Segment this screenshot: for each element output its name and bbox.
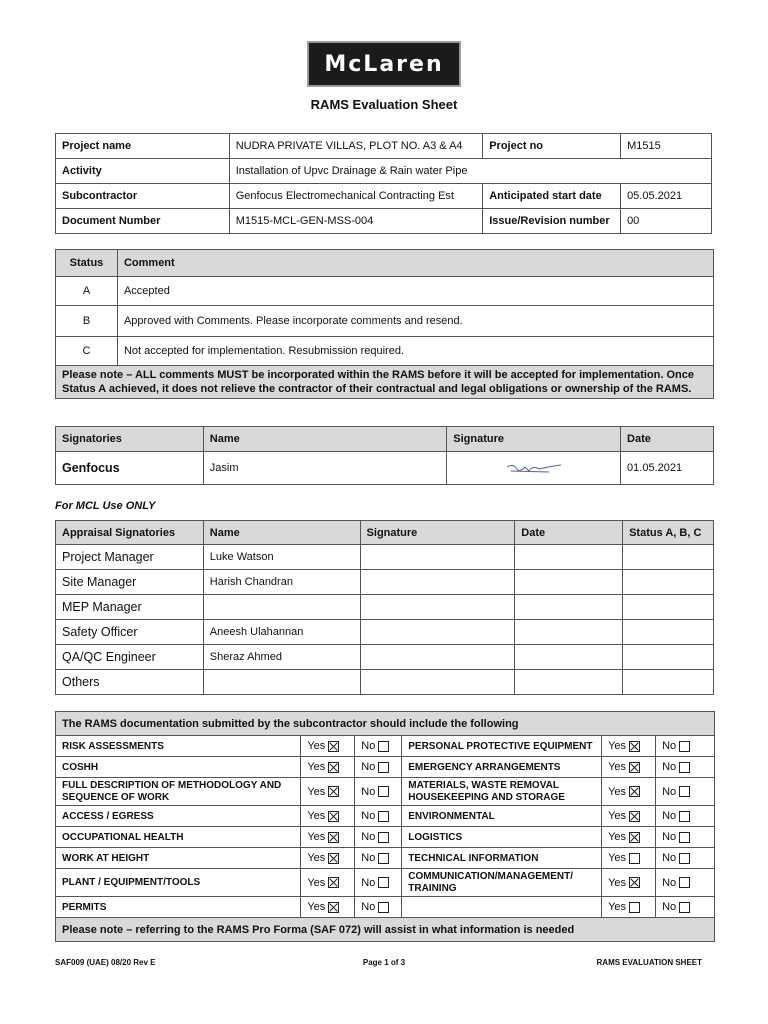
no-option: No (355, 848, 402, 869)
no-option: No (656, 778, 715, 806)
revision-value: 00 (621, 209, 712, 234)
table-row (56, 757, 715, 778)
checklist-item-left: COSHH (56, 757, 301, 778)
checked-box-icon[interactable] (328, 853, 339, 864)
appraisal-date-header: Date (515, 521, 623, 545)
checked-box-icon[interactable] (328, 786, 339, 797)
no-option: No (355, 806, 402, 827)
checklist-item-right: LOGISTICS (402, 827, 602, 848)
signature-col-header: Signature (447, 427, 621, 452)
yes-option: Yes (602, 778, 656, 806)
subcontractor-value: Genfocus Electromechanical Contracting Est (229, 184, 483, 209)
page-title: RAMS Evaluation Sheet (310, 97, 458, 112)
yes-option: Yes (301, 757, 355, 778)
appraisal-name: Harish Chandran (203, 570, 360, 595)
appraisal-date (515, 570, 623, 595)
appraisal-name: Luke Watson (203, 545, 360, 570)
appraisal-date (515, 595, 623, 620)
signatory-company: Genfocus (56, 452, 204, 485)
status-note: Please note – ALL comments MUST be incorporated within the RAMS before it will be accepted for implementation. Once Status A achieved, it does not relieve the contractor of their contractual and legal obligations or ownership of the RAMS. (56, 366, 714, 399)
checklist-item-right: MATERIALS, WASTE REMOVAL HOUSEKEEPING AND STORAGE (402, 778, 602, 806)
subcontractor-label: Subcontractor (56, 184, 230, 209)
yes-option: Yes (301, 778, 355, 806)
checklist-item-left: ACCESS / EGRESS (56, 806, 301, 827)
table-row (56, 778, 715, 806)
appraisal-status-header: Status A, B, C (623, 521, 714, 545)
no-option: No (656, 757, 715, 778)
checklist-item-right: ENVIRONMENTAL (402, 806, 602, 827)
checked-box-icon[interactable] (328, 832, 339, 843)
unchecked-box-icon[interactable] (378, 762, 389, 773)
appraisal-name-header: Name (203, 521, 360, 545)
yes-option: Yes (602, 757, 656, 778)
checked-box-icon[interactable] (629, 832, 640, 843)
unchecked-box-icon[interactable] (378, 811, 389, 822)
activity-label: Activity (56, 159, 230, 184)
checked-box-icon[interactable] (629, 786, 640, 797)
table-row (56, 897, 715, 918)
yes-option: Yes (602, 848, 656, 869)
footer-sheet-name: RAMS EVALUATION SHEET (596, 958, 702, 967)
status-code: C (56, 337, 118, 366)
status-code: B (56, 306, 118, 337)
checklist-item-left: PLANT / EQUIPMENT/TOOLS (56, 869, 301, 897)
project-no-label: Project no (483, 134, 621, 159)
checklist-item-left: FULL DESCRIPTION OF METHODOLOGY AND SEQUENCE OF WORK (56, 778, 301, 806)
mclaren-logo: McLaren (307, 41, 461, 87)
yes-option: Yes (602, 869, 656, 897)
no-option: No (355, 897, 402, 918)
yes-option: Yes (602, 827, 656, 848)
signatories-col-header: Signatories (56, 427, 204, 452)
signatory-date: 01.05.2021 (621, 452, 714, 485)
appraisal-status (623, 595, 714, 620)
checklist-item-right: EMERGENCY ARRANGEMENTS (402, 757, 602, 778)
appraisal-role: Others (56, 670, 204, 695)
footer-page-number: Page 1 of 3 (362, 958, 406, 967)
appraisal-status (623, 670, 714, 695)
no-option: No (355, 736, 402, 757)
unchecked-box-icon[interactable] (679, 877, 690, 888)
checked-box-icon[interactable] (629, 741, 640, 752)
status-col-header: Status (56, 250, 118, 277)
unchecked-box-icon[interactable] (679, 832, 690, 843)
unchecked-box-icon[interactable] (679, 741, 690, 752)
unchecked-box-icon[interactable] (679, 853, 690, 864)
appraisal-status (623, 545, 714, 570)
table-row (56, 595, 714, 620)
unchecked-box-icon[interactable] (378, 786, 389, 797)
checklist-item-right: TECHNICAL INFORMATION (402, 848, 602, 869)
footer-form-code: SAF009 (UAE) 08/20 Rev E (55, 958, 156, 967)
table-row (56, 570, 714, 595)
appraisal-name (203, 595, 360, 620)
unchecked-box-icon[interactable] (679, 811, 690, 822)
appraisal-table (55, 520, 714, 695)
yes-option: Yes (301, 736, 355, 757)
status-code: A (56, 277, 118, 306)
project-info-table (55, 133, 712, 234)
table-row (56, 736, 715, 757)
checklist-header: The RAMS documentation submitted by the subcontractor should include the following (56, 712, 715, 736)
no-option: No (355, 869, 402, 897)
appraisal-date (515, 645, 623, 670)
checked-box-icon[interactable] (328, 762, 339, 773)
checked-box-icon[interactable] (629, 877, 640, 888)
appraisal-role: QA/QC Engineer (56, 645, 204, 670)
appraisal-role: Site Manager (56, 570, 204, 595)
project-name-value: NUDRA PRIVATE VILLAS, PLOT NO. A3 & A4 (229, 134, 483, 159)
no-option: No (656, 736, 715, 757)
unchecked-box-icon[interactable] (378, 902, 389, 913)
appraisal-date (515, 670, 623, 695)
appraisal-signature (360, 545, 515, 570)
appraisal-role: Safety Officer (56, 620, 204, 645)
checked-box-icon[interactable] (328, 877, 339, 888)
checklist-item-left: OCCUPATIONAL HEALTH (56, 827, 301, 848)
appraisal-role: MEP Manager (56, 595, 204, 620)
table-row (56, 645, 714, 670)
name-col-header: Name (203, 427, 446, 452)
appraisal-name: Sheraz Ahmed (203, 645, 360, 670)
document-number-label: Document Number (56, 209, 230, 234)
revision-label: Issue/Revision number (483, 209, 621, 234)
no-option: No (656, 848, 715, 869)
unchecked-box-icon[interactable] (378, 741, 389, 752)
checked-box-icon[interactable] (328, 811, 339, 822)
yes-option: Yes (301, 848, 355, 869)
yes-option: Yes (301, 806, 355, 827)
checklist-item-left: RISK ASSESSMENTS (56, 736, 301, 757)
status-comment: Approved with Comments. Please incorporate comments and resend. (117, 306, 713, 337)
yes-option: Yes (301, 897, 355, 918)
appraisal-signature-header: Signature (360, 521, 515, 545)
no-option: No (355, 757, 402, 778)
checklist-item-right: PERSONAL PROTECTIVE EQUIPMENT (402, 736, 602, 757)
checklist-item-left: PERMITS (56, 897, 301, 918)
yes-option: Yes (301, 827, 355, 848)
project-name-label: Project name (56, 134, 230, 159)
appraisal-signature (360, 595, 515, 620)
unchecked-box-icon[interactable] (629, 853, 640, 864)
table-row (56, 620, 714, 645)
table-row (56, 806, 715, 827)
table-row (56, 848, 715, 869)
table-row (56, 545, 714, 570)
yes-option: Yes (602, 736, 656, 757)
appraisal-signature (360, 570, 515, 595)
mcl-use-label: For MCL Use ONLY (55, 500, 156, 512)
appraisal-signature (360, 645, 515, 670)
signature-cell (447, 452, 621, 485)
checked-box-icon[interactable] (629, 811, 640, 822)
status-comment: Accepted (117, 277, 713, 306)
comment-col-header: Comment (117, 250, 713, 277)
yes-option: Yes (602, 806, 656, 827)
appraisal-role: Project Manager (56, 545, 204, 570)
unchecked-box-icon[interactable] (378, 853, 389, 864)
table-row (56, 827, 715, 848)
yes-option: Yes (602, 897, 656, 918)
document-number-value: M1515-MCL-GEN-MSS-004 (229, 209, 483, 234)
signatories-table (55, 426, 714, 485)
appraisal-signature (360, 670, 515, 695)
checked-box-icon[interactable] (629, 762, 640, 773)
no-option: No (355, 778, 402, 806)
appraisal-name: Aneesh Ulahannan (203, 620, 360, 645)
unchecked-box-icon[interactable] (629, 902, 640, 913)
unchecked-box-icon[interactable] (378, 832, 389, 843)
appraisal-date (515, 620, 623, 645)
appraisal-date (515, 545, 623, 570)
start-date-label: Anticipated start date (483, 184, 621, 209)
no-option: No (355, 827, 402, 848)
project-no-value: M1515 (621, 134, 712, 159)
appraisal-status (623, 645, 714, 670)
appraisal-status (623, 570, 714, 595)
table-row (56, 869, 715, 897)
start-date-value: 05.05.2021 (621, 184, 712, 209)
unchecked-box-icon[interactable] (679, 902, 690, 913)
appraisal-name (203, 670, 360, 695)
date-col-header: Date (621, 427, 714, 452)
checklist-note: Please note – referring to the RAMS Pro Forma (SAF 072) will assist in what information is needed (56, 918, 715, 942)
unchecked-box-icon[interactable] (679, 786, 690, 797)
signatory-name: Jasim (203, 452, 446, 485)
table-row (56, 670, 714, 695)
unchecked-box-icon[interactable] (378, 877, 389, 888)
unchecked-box-icon[interactable] (679, 762, 690, 773)
checklist-item-left: WORK AT HEIGHT (56, 848, 301, 869)
checklist-item-right: COMMUNICATION/MANAGEMENT/ TRAINING (402, 869, 602, 897)
appraisal-signature (360, 620, 515, 645)
no-option: No (656, 897, 715, 918)
signature-scribble-icon (499, 459, 569, 477)
activity-value: Installation of Upvc Drainage & Rain water Pipe (229, 159, 711, 184)
appraisal-status (623, 620, 714, 645)
no-option: No (656, 806, 715, 827)
appraisal-role-header: Appraisal Signatories (56, 521, 204, 545)
no-option: No (656, 827, 715, 848)
checklist-table (55, 711, 715, 942)
yes-option: Yes (301, 869, 355, 897)
status-table (55, 249, 714, 399)
no-option: No (656, 869, 715, 897)
checklist-item-right (402, 897, 602, 918)
checked-box-icon[interactable] (328, 902, 339, 913)
checked-box-icon[interactable] (328, 741, 339, 752)
status-comment: Not accepted for implementation. Resubmission required. (117, 337, 713, 366)
